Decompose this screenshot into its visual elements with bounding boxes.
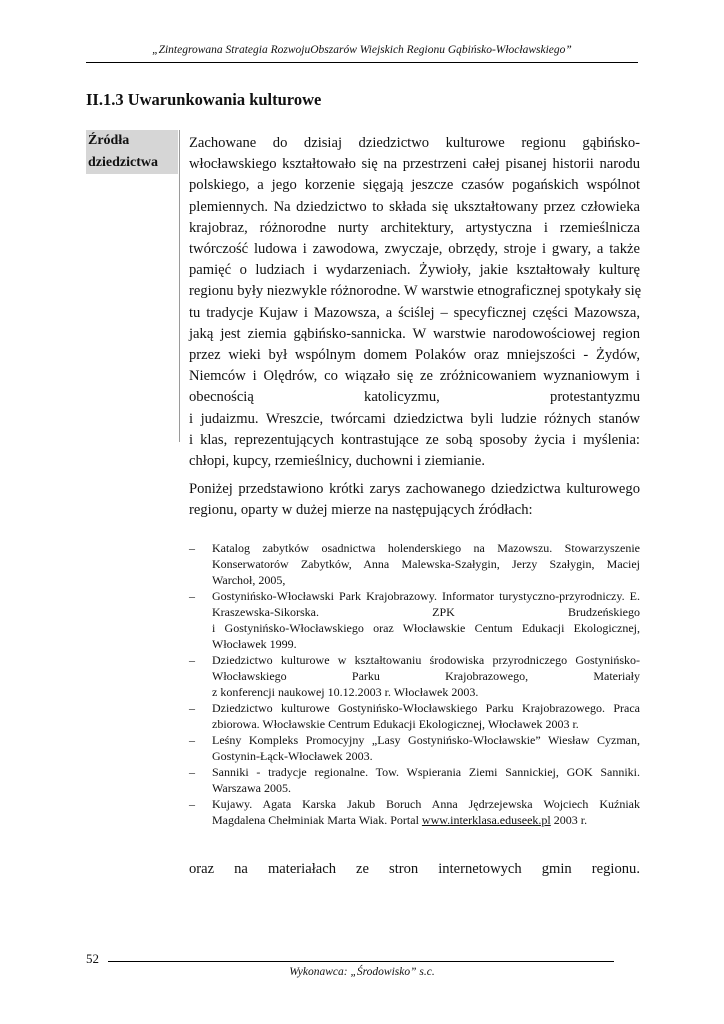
paragraph-line: krajobraz, różnorodne nurty architektury, artystyczna i rzemieślnicza <box>189 219 640 236</box>
footer-divider <box>108 961 614 962</box>
source-item <box>189 732 640 764</box>
source-line: Leśny Kompleks Promocyjny „Lasy Gostynińsko-Włocławskie” Wiesław Cyzman, <box>212 733 640 747</box>
source-line: Konserwatorów Zabytków, Anna Malewska-Szałygin, Jerzy Szałygin, Maciej <box>212 557 640 571</box>
page-number: 52 <box>86 951 99 966</box>
portal-link[interactable]: www.interklasa.eduseek.pl <box>421 813 551 827</box>
paragraph-line: twórczość ludowa i zawodowa, zwyczaje, obrzędy, stroje i gwary, a także <box>189 241 640 258</box>
source-line: Katalog zabytków osadnictwa holenderskiego na Mazowszu. Stowarzyszenie <box>212 541 640 555</box>
dash-bullet: – <box>189 589 195 603</box>
paragraph-line: jaką jest ziemia gąbińsko-sannicka. W warstwie narodowościowej region <box>189 325 640 342</box>
paragraph-heritage <box>189 133 640 472</box>
source-line: Sanniki - tradycje regionalne. Tow. Wspierania Ziemi Sannickiej, GOK Sanniki. <box>212 765 640 779</box>
header-divider <box>86 62 638 63</box>
paragraph-line: regionu były niezwykle różnorodne. W warstwie etnograficznej spotykały się <box>189 283 642 300</box>
paragraph-line: pamięć o ludziach i wydarzeniach. Żywioły, jakie kształtowały kulturę <box>189 262 640 279</box>
source-item <box>189 764 640 796</box>
source-line: Dziedzictwo kulturowe Gostynińsko-Włocławskiego Parku Krajobrazowego. Praca <box>212 701 640 715</box>
source-line-text: Magdalena Chełminiak Marta Wiak. Portal <box>212 813 422 827</box>
source-line: Włocławek 1999. <box>212 637 297 651</box>
paragraph-line: Zachowane do dzisiaj dziedzictwo kulturowe regionu gąbińsko- <box>189 135 640 151</box>
paragraph-line: regionu, oparty w dużej mierze na następujących źródłach: <box>189 502 533 519</box>
running-footer: Wykonawca: „Środowisko” s.c. <box>289 966 435 978</box>
paragraph-line: przez wieki był wspólnym domem Polaków oraz mniejszości - Żydów, <box>189 347 640 364</box>
dash-bullet: – <box>189 797 195 811</box>
paragraph-line: włocławskiego kształtowało się na przestrzeni całej pisanej historii narodu <box>189 156 640 173</box>
source-line: Kujawy. Agata Karska Jakub Boruch Anna Jędrzejewska Wojciech Kuźniak <box>212 797 640 811</box>
dash-bullet: – <box>189 765 195 779</box>
dash-bullet: – <box>189 653 195 667</box>
source-item <box>189 796 640 828</box>
side-divider <box>179 130 180 442</box>
paragraph-sources-intro <box>189 479 640 521</box>
source-line: z konferencji naukowej 10.12.2003 r. Włocławek 2003. <box>212 685 479 699</box>
paragraph-line: tu tradycje Kujaw i Mazowsza, a ściślej – specyficznej części Mazowsza, <box>189 304 640 321</box>
source-line: Włocławskiego Parku Krajobrazowego, Materiały <box>212 669 640 683</box>
source-line: Gostynin-Łąck-Włocławek 2003. <box>212 749 373 763</box>
source-item <box>189 588 640 652</box>
source-line: Kraszewska-Sikorska. ZPK Brudzeńskiego <box>212 605 640 619</box>
paragraph-line: Poniżej przedstawiono krótki zarys zachowanego dziedzictwa kulturowego <box>189 481 640 497</box>
closing-line: oraz na materiałach ze stron internetowych gmin regionu. <box>189 861 640 877</box>
source-line: Warchoł, 2005, <box>212 573 286 587</box>
dash-bullet: – <box>189 733 195 747</box>
paragraph-line: Niemców i Olędrów, co wiązało się ze zróżnicowaniem wyznaniowym i <box>189 368 640 385</box>
source-line: Dziedzictwo kulturowe w kształtowaniu środowiska przyrodniczego Gostynińsko- <box>212 653 640 667</box>
paragraph-line: polskiego, a jego korzenie sięgają jeszcze czasów pogańskich wspólnot <box>189 177 640 194</box>
paragraph-line: plemiennych. Na dziedzictwo to składa się ukształtowany przez człowieka <box>189 198 640 215</box>
dash-bullet: – <box>189 701 195 715</box>
paragraph-line: i klas, reprezentujących kontrastujące ze sobą sposoby życia i myślenia: <box>189 431 640 448</box>
paragraph-line: obecnością katolicyzmu, protestantyzmu <box>189 389 640 406</box>
source-line: Warszawa 2005. <box>212 781 292 795</box>
side-label-box <box>86 130 178 174</box>
source-line-text: 2003 r. <box>550 813 588 827</box>
source-item <box>189 700 640 732</box>
side-label-line1: Źródła <box>88 133 130 148</box>
source-line: zbiorowa. Włocławskie Centrum Edukacji Ekologicznej, Włocławek 2003 r. <box>212 717 579 731</box>
section-title: II.1.3 Uwarunkowania kulturowe <box>86 90 322 109</box>
side-label-line2: dziedzictwa <box>88 155 158 170</box>
dash-bullet: – <box>189 541 195 555</box>
paragraph-line: i judaizmu. Wreszcie, twórcami dziedzictwa byli ludzie różnych stanów <box>189 410 640 427</box>
paragraph-line: chłopi, kupcy, rzemieślnicy, duchowni i ziemianie. <box>189 453 485 470</box>
source-item <box>189 540 640 588</box>
source-item <box>189 652 640 700</box>
source-line: Gostynińsko-Włocławski Park Krajobrazowy. Informator turystyczno-przyrodniczy. E. <box>212 589 640 603</box>
sources-list <box>189 540 640 828</box>
running-header: „Zintegrowana Strategia RozwojuObszarów Wiejskich Regionu Gąbińsko-Włocławskiego” <box>152 44 572 56</box>
source-line <box>212 812 640 828</box>
source-line: i Gostynińsko-Włocławskiego oraz Włocławskie Centum Edukacji Ekologicznej, <box>212 621 640 635</box>
